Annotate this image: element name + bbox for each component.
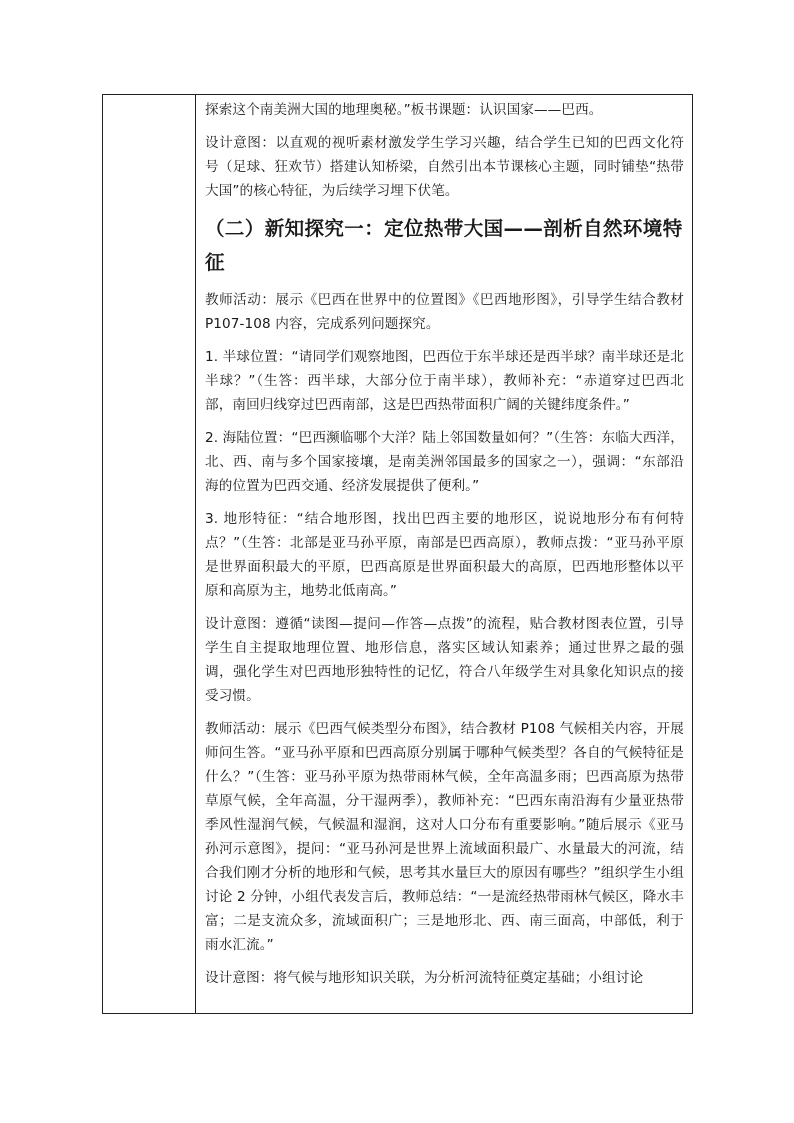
question-hemisphere: 1. 半球位置：“请同学们观察地图，巴西位于东半球还是西半球？南半球还是北半球？”（生答：西半球，大部分位于南半球），教师补充：“赤道穿过巴西北部，南回归线穿过巴西南部，这是巴西热带面积广阔的关键纬度条件。” <box>205 349 684 413</box>
teacher-activity-map: 教师活动：展示《巴西在世界中的位置图》《巴西地形图》，引导学生结合教材 P107-108 内容，完成系列问题探究。 <box>205 292 684 332</box>
design-intent-terrain: 设计意图：遵循“读图—提问—作答—点拨”的流程，贴合教材图表位置，引导学生自主提取地理位置、地形信息，落实区域认知素养；通过世界之最的强调，强化学生对巴西地形独特性的记忆，符合八年级学生对具象化知识点的接受习惯。 <box>205 616 684 704</box>
question-terrain: 3. 地形特征：“结合地形图，找出巴西主要的地形区，说说地形分布有何特点？”（生答：北部是亚马孙平原，南部是巴西高原），教师点拨：“亚马孙平原是世界面积最大的平原，巴西高原是世界面积最大的高原，巴西地形整体以平原和高原为主，地势北低南高。” <box>205 511 684 599</box>
question-sea-land: 2. 海陆位置：“巴西濒临哪个大洋？陆上邻国数量如何？”（生答：东临大西洋，北、西、南与多个国家接壤，是南美洲邻国最多的国家之一），强调：“东部沿海的位置为巴西交通、经济发展提供了便利。” <box>205 430 684 494</box>
teacher-activity-climate: 教师活动：展示《巴西气候类型分布图》，结合教材 P108 气候相关内容，开展师问生答。“亚马孙平原和巴西高原分别属于哪种气候类型？各自的气候特征是什么？”（生答：亚马孙平原为热带雨林气候，全年高温多雨；巴西高原为热带草原气候，全年高温，分干湿两季），教师补充：“巴西东南沿海有少量亚热带季风性湿润气候，气候温和湿润，这对人口分布有重要影响。”随后展示《亚马孙河示意图》，提问：“亚马孙河是世界上流域面积最广、水量最大的河流，结合我们刚才分析的地形和气候，思考其水量巨大的原因有哪些？”组织学生小组讨论 2 分钟，小组代表发言后，教师总结：“一是流经热带雨林气候区，降水丰富；二是支流众多，流域面积广；三是地形北、西、南三面高，中部低，利于雨水汇流。” <box>205 721 684 953</box>
lesson-plan-table <box>102 94 693 1014</box>
design-intent-intro: 设计意图：以直观的视听素材激发学生学习兴趣，结合学生已知的巴西文化符号（足球、狂欢节）搭建认知桥梁，自然引出本节课核心主题，同时铺垫“热带大国”的核心特征，为后续学习埋下伏笔。 <box>205 135 684 199</box>
content-column-cell <box>196 95 692 1013</box>
section-heading: （二）新知探究一：定位热带大国——剖析自然环境特征 <box>205 217 683 274</box>
design-intent-climate: 设计意图：将气候与地形知识关联，为分析河流特征奠定基础；小组讨论 <box>205 970 644 986</box>
label-column-cell <box>103 95 196 1013</box>
intro-text: 探索这个南美洲大国的地理奥秘。”板书课题：认识国家——巴西。 <box>205 102 603 118</box>
